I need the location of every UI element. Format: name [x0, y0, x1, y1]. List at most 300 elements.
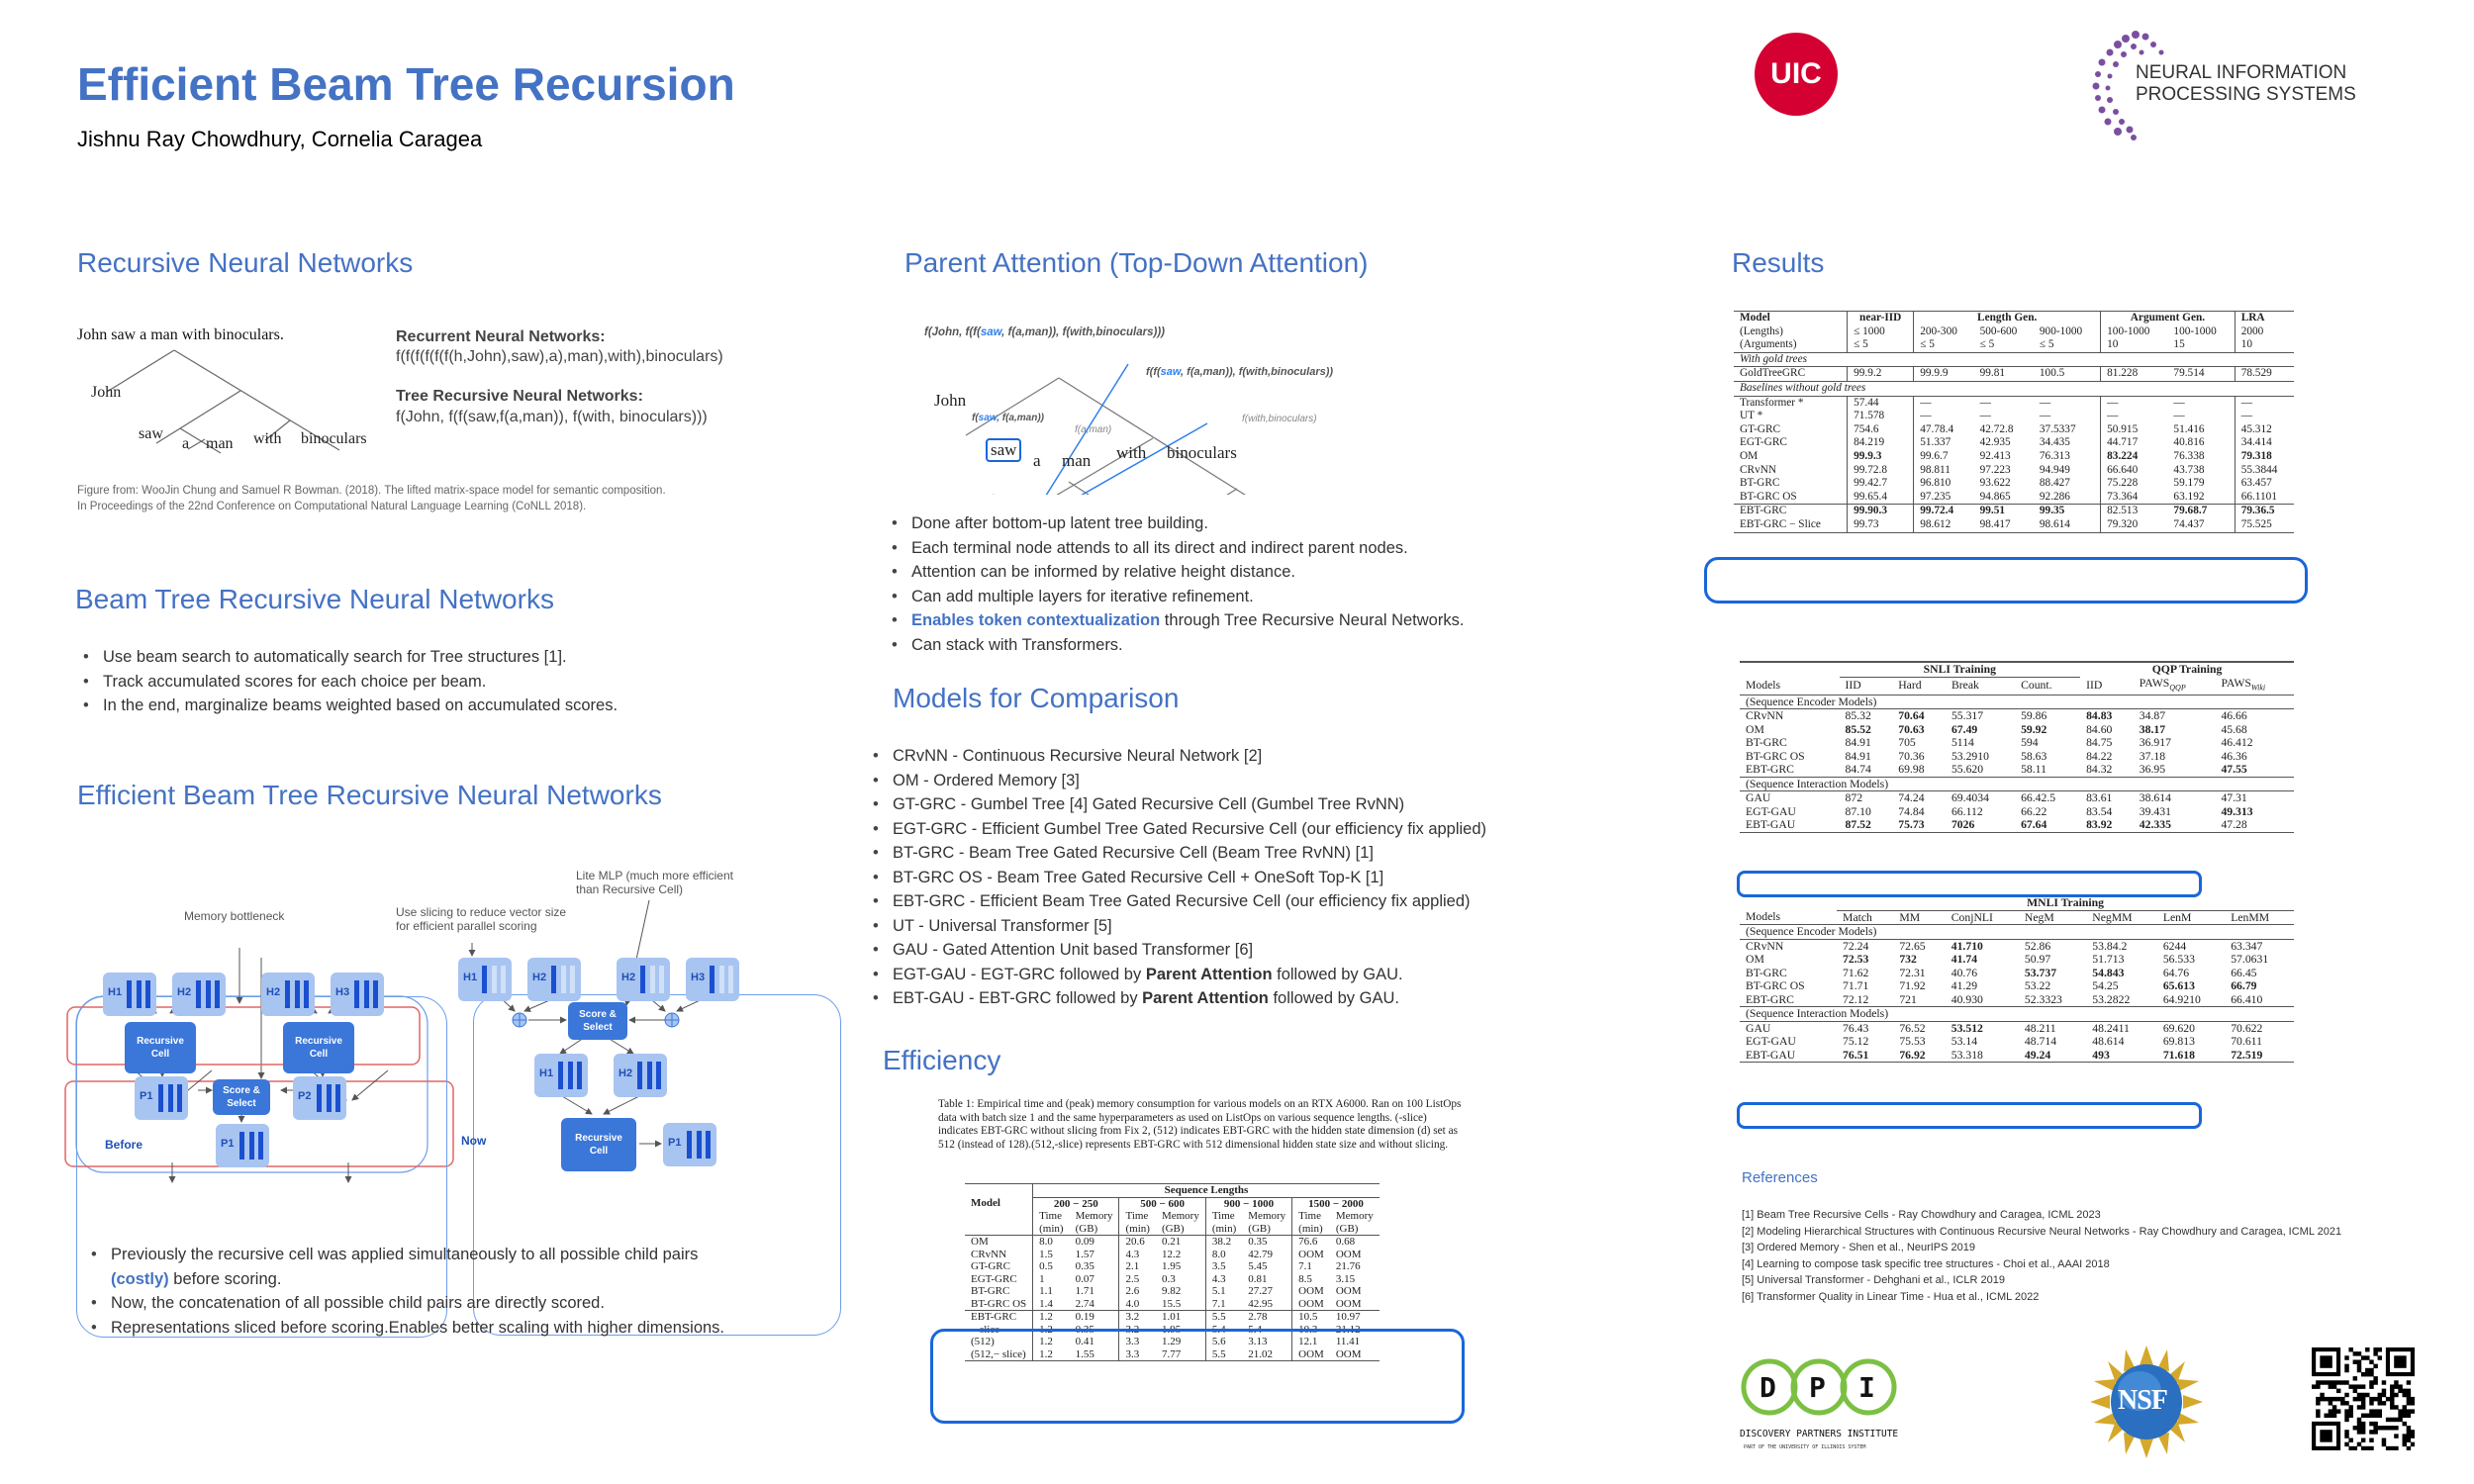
- table-cell: 92.413: [1979, 449, 2011, 462]
- pa-word-binoculars: binoculars: [1167, 443, 1237, 462]
- h1-sliced-node: H1: [458, 958, 512, 1001]
- table-cell: 76.338: [2167, 450, 2235, 464]
- table-cell: 76.43: [1843, 1021, 1869, 1035]
- table-cell: 594: [2021, 736, 2039, 750]
- table-cell: 41.29: [1951, 979, 1978, 992]
- table-cell: 21.12: [1335, 1323, 1361, 1336]
- h3-node: H3: [331, 973, 384, 1016]
- table-cell: 10.3: [1298, 1323, 1318, 1336]
- model-item: • CRvNN - Continuous Recursive Neural Network [2]: [867, 744, 1486, 769]
- table-cell: 69.98: [1898, 763, 1925, 777]
- table-cell: 53.2910: [1951, 749, 1989, 763]
- table-cell: 9.82: [1156, 1285, 1205, 1298]
- table-cell: 72.65: [1899, 939, 1926, 953]
- table-cell: 3.13: [1242, 1336, 1291, 1348]
- table-row: [965, 1249, 1380, 1261]
- table-cell: 97.223: [1979, 463, 2011, 476]
- table-row: [1740, 993, 2294, 1007]
- table-cell: EGT-GAU: [1746, 804, 1796, 818]
- table-cell: —: [1920, 396, 1932, 409]
- table-row: [965, 1273, 1380, 1286]
- table-cell: —: [1979, 396, 1991, 409]
- table-cell: 98.417: [1979, 517, 2011, 530]
- table-row: [965, 1298, 1380, 1311]
- table-cell: 98.612: [1920, 517, 1951, 530]
- table-cell: 54.25: [2092, 979, 2119, 992]
- table-cell: [2215, 677, 2294, 695]
- h2-node: H2: [614, 1054, 667, 1097]
- low-formula: f(saw, f(a,man)): [972, 413, 1044, 423]
- table-cell: 76.6: [1298, 1236, 1318, 1248]
- table-cell: 99.9.9: [1920, 367, 1949, 380]
- listops-highlight-box: [1704, 557, 2308, 603]
- table-row: [965, 1285, 1380, 1298]
- table-cell: Hard: [1898, 679, 1922, 693]
- table-cell: 34.87: [2139, 709, 2166, 723]
- bullet: • Previously the recursive cell was applied simultaneously to all possible child pairs (costly) before scoring.: [85, 1243, 724, 1291]
- table-cell: 66.42.5: [2021, 791, 2056, 805]
- table-cell: 52.3323: [2024, 992, 2062, 1006]
- table-cell: 47.55: [2221, 763, 2247, 777]
- table-cell: BT-GRC: [1746, 736, 1787, 750]
- table-cell: 53.737: [2024, 966, 2057, 979]
- table-cell: 84.74: [1845, 763, 1871, 777]
- h2-sliced-node: H2: [617, 958, 670, 1001]
- table-cell: 69.813: [2162, 1035, 2195, 1048]
- model-item: • EBT-GRC - Efficient Beam Tree Gated Recursive Cell (our efficiency fix applied): [867, 889, 1486, 914]
- table-cell: 5.45: [1242, 1260, 1291, 1273]
- table-cell: 3.2: [1125, 1311, 1140, 1323]
- efficiency-caption: Table 1: Empirical time and (peak) memory consumption for various models on an RTX A6000. Ran on 100 ListOps data with batch size 1 and the same hyperparameters as used on ListOps on various sequence lengths. (-slice) indicates EBT-GRC without slicing from Fix 2, (512) indicates EBT-GRC with the hidden state dimension (d) set as 512 (instead of 128).(512,-slice) represents EBT-GRC with 512 dimensional hidden state size and without slicing.: [938, 1098, 1462, 1151]
- authors: Jishnu Ray Chowdhury, Cornelia Caragea: [77, 127, 483, 151]
- table-cell: 1.95: [1156, 1324, 1205, 1337]
- column-label: PAWS: [2221, 677, 2251, 690]
- model-item: • EGT-GAU - EGT-GRC followed by Parent Attention followed by GAU.: [867, 963, 1486, 987]
- reference-item: [3] Ordered Memory - Shen et al., NeurIPS 2019: [1742, 1242, 1976, 1253]
- recursive-cell-block: Recursive Cell: [283, 1022, 354, 1073]
- bullet: • In the end, marginalize beams weighted based on accumulated scores.: [77, 694, 618, 718]
- table-cell: 64.9210: [2162, 992, 2201, 1006]
- models-list: [867, 744, 1486, 1011]
- bullet: • Can stack with Transformers.: [886, 633, 1464, 658]
- table-cell: Model: [1734, 312, 1848, 325]
- table-cell: 83.224: [2107, 449, 2139, 462]
- table-cell: 55.3844: [2240, 463, 2278, 476]
- table-cell: 1.2: [1039, 1336, 1053, 1347]
- table-cell: 92.286: [2034, 491, 2101, 505]
- table-cell: 72.519: [2231, 1048, 2263, 1062]
- table-cell: 67.49: [1951, 722, 1978, 736]
- table-cell: MNLI Training: [1837, 896, 2294, 910]
- table-cell: 94.949: [2034, 464, 2101, 478]
- table-row: [1740, 1021, 2294, 1035]
- table-cell: 75.73: [1898, 818, 1925, 832]
- table-cell: GT-GRC: [965, 1260, 1033, 1273]
- table-cell: 100.5: [2034, 367, 2101, 382]
- table-cell: near-IID: [1848, 312, 1914, 325]
- table-cell: 59.179: [2167, 477, 2235, 491]
- table-cell: 79.514: [2167, 367, 2235, 382]
- table-cell: 1.55: [1070, 1348, 1119, 1361]
- table-cell: 754.6: [1848, 423, 1914, 437]
- section-heading-parent-attention: Parent Attention (Top-Down Attention): [904, 247, 1369, 278]
- table-cell: 12.2: [1156, 1249, 1205, 1261]
- h2-node: H2: [172, 973, 226, 1016]
- table-cell: 52.86: [2024, 939, 2051, 953]
- table-cell: 0.35: [1070, 1260, 1119, 1273]
- table-cell: QQP Training: [2151, 663, 2223, 677]
- recurrent-label: Recurrent Neural Networks:: [396, 328, 606, 345]
- table-cell: 11.41: [1335, 1336, 1361, 1347]
- tree-word-john: John: [91, 384, 122, 401]
- table-cell: 71.578: [1848, 410, 1914, 423]
- table-header-row: Sequence Lengths: [965, 1184, 1380, 1198]
- table-cell: 34.435: [2034, 436, 2101, 450]
- table-cell: 59.86: [2021, 709, 2047, 723]
- table-header-row: [1734, 325, 2294, 339]
- table-cell: 0.09: [1070, 1236, 1119, 1249]
- table-row: [965, 1236, 1380, 1249]
- table-cell: OOM: [1335, 1248, 1362, 1260]
- listops-table: [1734, 311, 2294, 533]
- table-cell: 69.4034: [1951, 791, 1989, 805]
- table-cell: 3.3: [1125, 1336, 1140, 1347]
- table-cell: 54.843: [2092, 966, 2125, 979]
- model-item: • BT-GRC - Beam Tree Gated Recursive Cell (Beam Tree RvNN) [1]: [867, 841, 1486, 866]
- table-cell: ≤ 5: [1920, 338, 1935, 351]
- table-cell: 0.35: [1242, 1236, 1291, 1249]
- table-cell: 99.9.3: [1848, 450, 1914, 464]
- table-row: [1740, 1035, 2294, 1049]
- table-cell: 38.614: [2139, 791, 2171, 805]
- table-section-row: [1740, 1007, 2294, 1022]
- table-header-row: [1740, 677, 2294, 695]
- table-cell: 10.5: [1298, 1311, 1318, 1323]
- table-cell: 100-1000: [2107, 325, 2150, 337]
- table-cell: 46.412: [2221, 736, 2253, 750]
- table-cell: 48.614: [2092, 1035, 2125, 1048]
- model-item: • GAU - Gated Attention Unit based Transformer [6]: [867, 938, 1486, 963]
- table-cell: 71.92: [1899, 979, 1926, 992]
- table-cell: 66.640: [2107, 463, 2139, 476]
- table-cell: 1.4: [1039, 1297, 1053, 1310]
- table-row: [1740, 709, 2294, 723]
- subscript: Wiki: [2250, 683, 2266, 693]
- table-cell: 65.613: [2162, 979, 2195, 992]
- table-cell: 56.533: [2162, 953, 2195, 966]
- table-cell: 55.317: [1951, 709, 1984, 723]
- bullet: • Attention can be informed by relative height distance.: [886, 560, 1464, 585]
- table-cell: 49.24: [2024, 1048, 2051, 1062]
- table-cell: —: [2107, 410, 2119, 422]
- table-cell: Count.: [2021, 679, 2052, 693]
- top-formula: f(John, f(f(saw, f(a,man)), f(with,binoculars))): [924, 326, 1165, 338]
- table-cell: BT-GRC OS: [1746, 749, 1805, 763]
- table-cell: LenM: [2162, 910, 2192, 924]
- table-cell: 872: [1845, 791, 1863, 805]
- table-cell: EGT-GRC: [1734, 436, 1848, 450]
- h2-sliced-node: H2: [527, 958, 581, 1001]
- table-cell: 75.228: [2107, 477, 2139, 490]
- table-cell: 0.35: [1070, 1324, 1119, 1337]
- dpi-logo: D P I DISCOVERY PARTNERS INSTITUTE PART OF THE UNIVERSITY OF ILLINOIS SYSTEM: [1740, 1357, 1918, 1456]
- tree-rvnn-formula: f(John, f(f(saw,f(a,man)), f(with, binoculars))): [396, 409, 708, 425]
- table-cell: 70.611: [2231, 1035, 2262, 1048]
- table-cell: 47.31: [2221, 791, 2247, 805]
- table-cell: 27.27: [1242, 1285, 1291, 1298]
- bullet: • Now, the concatenation of all possible child pairs are directly scored.: [85, 1291, 724, 1316]
- table-cell: 79.320: [2107, 517, 2139, 530]
- table-cell: EBT-GAU: [1746, 1048, 1796, 1062]
- table-cell: 1.71: [1070, 1285, 1119, 1298]
- table-cell: 48.211: [2024, 1021, 2056, 1035]
- table-cell: CRvNN: [1746, 709, 1784, 723]
- table-cell: 93.622: [1979, 477, 2011, 490]
- tree-word-man: man: [206, 435, 234, 452]
- table-cell: 10: [2107, 338, 2119, 351]
- table-row: [1740, 979, 2294, 993]
- f-with-label: f(with,binoculars): [1242, 414, 1317, 424]
- table-cell: 42.79: [1242, 1249, 1291, 1261]
- table-cell: 53.14: [1951, 1035, 1978, 1048]
- table-row: [1740, 805, 2294, 819]
- neurips-logo: NEURAL INFORMATION PROCESSING SYSTEMS: [2078, 25, 2405, 143]
- table-cell: 57.44: [1848, 396, 1914, 410]
- table-cell: 69.620: [2162, 1021, 2195, 1035]
- table-cell: 87.52: [1845, 818, 1871, 832]
- table-cell: 66.112: [1951, 804, 1983, 818]
- model-item: • EBT-GAU - EBT-GRC followed by Parent Attention followed by GAU.: [867, 986, 1486, 1011]
- table-cell: 64.76: [2162, 966, 2190, 979]
- table-cell: 43.738: [2167, 464, 2235, 478]
- table-cell: OOM: [1335, 1347, 1362, 1360]
- table-row: [1740, 723, 2294, 737]
- table-row: [1740, 736, 2294, 750]
- p1-node: P1: [135, 1076, 188, 1120]
- table-cell: 21.76: [1335, 1260, 1361, 1272]
- table-cell: 70.36: [1898, 749, 1925, 763]
- table-row: [1734, 518, 2294, 532]
- model-item: • GT-GRC - Gumbel Tree [4] Gated Recursive Cell (Gumbel Tree RvNN): [867, 792, 1486, 817]
- pa-word-with: with: [1116, 443, 1147, 462]
- table-cell: OM: [1746, 953, 1764, 966]
- table-cell: 79.68.7: [2167, 505, 2235, 518]
- table-cell: 42.935: [1979, 436, 2011, 449]
- table-cell: GT-GRC: [1734, 423, 1848, 437]
- table-cell: 1.29: [1156, 1336, 1205, 1348]
- memory-bottleneck-note: Memory bottleneck: [184, 909, 285, 923]
- table-cell: 6244: [2162, 939, 2187, 953]
- table-header-row: [1734, 312, 2294, 325]
- tree-word-saw: saw: [139, 425, 163, 442]
- table-cell: 51.416: [2167, 423, 2235, 437]
- pa-word-man: man: [1062, 451, 1092, 470]
- table-cell: 3.2: [1125, 1323, 1140, 1336]
- table-cell: 83.61: [2086, 791, 2113, 805]
- table-cell: 1.2: [1039, 1311, 1053, 1323]
- table-cell: 66.1101: [2240, 490, 2277, 503]
- table-cell: 5.6: [1211, 1336, 1226, 1347]
- table-cell: 47.78.4: [1920, 422, 1954, 435]
- table-row: [1734, 505, 2294, 518]
- table-cell: 2.1: [1125, 1260, 1140, 1272]
- table-cell: 3.15: [1335, 1272, 1356, 1285]
- table-cell: 63.347: [2231, 939, 2263, 953]
- parent-attention-bullets: [886, 511, 1464, 657]
- score-select-block: Score & Select: [213, 1079, 270, 1115]
- recursive-cell-block: Recursive Cell: [125, 1022, 196, 1073]
- table-cell: GAU: [1746, 791, 1771, 805]
- table-cell: 99.65.4: [1848, 491, 1914, 505]
- table-cell: 99.35: [2034, 505, 2101, 518]
- table-cell: 66.79: [2231, 979, 2257, 992]
- table-cell: ≤ 1000: [1848, 325, 1914, 339]
- table-cell: 2000: [2240, 325, 2264, 337]
- table-cell: BT-GRC: [965, 1285, 1033, 1298]
- model-item: • BT-GRC OS - Beam Tree Gated Recursive Cell + OneSoft Top-K [1]: [867, 866, 1486, 890]
- table-cell: 45.312: [2240, 422, 2272, 435]
- table-row: [1734, 410, 2294, 423]
- table-cell: 85.52: [1845, 722, 1871, 736]
- table-cell: 99.81: [1979, 367, 2006, 380]
- table-cell: 71.71: [1843, 979, 1869, 992]
- table-cell: 8.5: [1298, 1272, 1312, 1285]
- table-cell: 1.95: [1156, 1260, 1205, 1273]
- table-cell: 53.2822: [2092, 992, 2131, 1006]
- table-cell: 72.53: [1843, 953, 1869, 966]
- table-cell: 42.95: [1242, 1298, 1291, 1311]
- table-section-row: [1740, 695, 2294, 709]
- table-cell: 4.3: [1211, 1272, 1226, 1285]
- table-cell: 10.97: [1335, 1311, 1361, 1323]
- table-cell: —: [2240, 410, 2252, 422]
- table-header-row: Time Memory Time Memory Time Memory Time Memory: [965, 1210, 1380, 1223]
- table-cell: Break: [1951, 679, 1979, 693]
- bullet: • Track accumulated scores for each choice per beam.: [77, 670, 618, 695]
- p1-output-node: P1: [216, 1124, 269, 1167]
- table-cell: Argument Gen.: [2101, 312, 2236, 325]
- table-cell: 71.62: [1843, 966, 1869, 979]
- table-cell: − slice: [965, 1324, 1033, 1337]
- table-cell: Baselines without gold trees: [1740, 381, 1866, 394]
- h2-node: H2: [261, 973, 315, 1016]
- parent-attention-figure: [891, 297, 1534, 495]
- table-cell: 34.414: [2240, 436, 2272, 449]
- uic-logo: UIC: [1755, 33, 1838, 116]
- table-cell: 63.457: [2240, 477, 2272, 490]
- reference-item: [5] Universal Transformer - Dehghani et al., ICLR 2019: [1742, 1274, 2005, 1286]
- table-cell: Models: [1746, 679, 1781, 693]
- table-cell: 74.437: [2167, 518, 2235, 532]
- table-cell: 1.1: [1039, 1285, 1053, 1297]
- table-cell: 5.4: [1211, 1323, 1226, 1336]
- figure-caption: Figure from: WooJin Chung and Samuel R Bowman. (2018). The lifted matrix-space model for semantic composition. In Proceedings of the 22nd Conference on Computational Natural Language Learning (CoNLL 2018).: [77, 485, 666, 512]
- table-cell: UT *: [1734, 410, 1848, 423]
- table-cell: CRvNN: [1746, 939, 1784, 953]
- bullet: • Representations sliced before scoring.Enables better scaling with higher dimensions.: [85, 1316, 724, 1341]
- table-cell: 73.364: [2107, 490, 2139, 503]
- table-cell: IID: [2086, 679, 2103, 693]
- table-cell: 5.5: [1211, 1311, 1226, 1323]
- bullet: • Use beam search to automatically search for Tree structures [1].: [77, 645, 618, 670]
- table-cell: 5.4: [1242, 1324, 1291, 1337]
- table-cell: ≤ 5: [1848, 338, 1914, 352]
- table-cell: 3.3: [1125, 1347, 1140, 1360]
- references-list: [1742, 1207, 2341, 1305]
- table-cell: 41.74: [1951, 953, 1978, 966]
- table-cell: 5114: [1951, 736, 1974, 750]
- table-cell: NegMM: [2092, 910, 2133, 924]
- table-cell: 99.42.7: [1848, 477, 1914, 491]
- table-cell: 0.68: [1335, 1236, 1356, 1248]
- table-row: [965, 1311, 1380, 1324]
- section-heading-references: References: [1742, 1169, 1818, 1186]
- table-cell: 2.78: [1242, 1311, 1291, 1324]
- table-cell: 55.620: [1951, 763, 1984, 777]
- table-cell: 58.63: [2021, 749, 2047, 763]
- table-cell: 70.622: [2231, 1021, 2263, 1035]
- table-cell: 70.64: [1898, 709, 1925, 723]
- section-heading-rvnn: Recursive Neural Networks: [77, 247, 414, 278]
- table-header-row: [1740, 910, 2294, 925]
- table-cell: 8.0: [1039, 1236, 1053, 1248]
- table-cell: 7.77: [1156, 1348, 1205, 1361]
- table-cell: 72.31: [1899, 966, 1926, 979]
- snli-qqp-table: [1740, 661, 2294, 833]
- table-cell: Match: [1843, 910, 1872, 924]
- table-cell: GoldTreeGRC: [1734, 367, 1848, 382]
- table-cell: 72.12: [1843, 992, 1869, 1006]
- table-cell: 40.816: [2167, 436, 2235, 450]
- bullet: • Done after bottom-up latent tree building.: [886, 511, 1464, 536]
- table-header-row: [1740, 896, 2294, 910]
- table-cell: 40.930: [1951, 992, 1983, 1006]
- table-cell: 99.72.8: [1848, 464, 1914, 478]
- section-heading-efficiency: Efficiency: [883, 1045, 1001, 1075]
- table-cell: 48.2411: [2092, 1021, 2130, 1035]
- table-cell: 1.57: [1070, 1249, 1119, 1261]
- table-cell: 36.95: [2139, 763, 2166, 777]
- table-cell: 39.431: [2139, 804, 2171, 818]
- table-cell: 46.36: [2221, 749, 2247, 763]
- table-cell: 74.24: [1898, 791, 1925, 805]
- table-cell: 76.92: [1899, 1048, 1926, 1062]
- table-cell: 75.53: [1899, 1035, 1926, 1048]
- table-cell: CRvNN: [1734, 464, 1848, 478]
- table-cell: 85.32: [1845, 709, 1871, 723]
- table-cell: EGT-GAU: [1746, 1035, 1796, 1048]
- table-cell: 4.3: [1125, 1248, 1140, 1260]
- table-cell: 84.22: [2086, 749, 2113, 763]
- p1-output-node: P1: [663, 1123, 716, 1166]
- section-heading-models: Models for Comparison: [893, 683, 1180, 713]
- table-cell: 83.92: [2086, 818, 2113, 832]
- table-cell: 51.337: [1920, 436, 1951, 449]
- table-cell: 84.91: [1845, 749, 1871, 763]
- table-cell: EBT-GRC − Slice: [1734, 518, 1848, 532]
- table-cell: Models: [1746, 910, 1781, 924]
- table-cell: OOM: [1298, 1347, 1324, 1360]
- table-cell: 0.19: [1070, 1311, 1119, 1324]
- table-header-row: [1740, 662, 2294, 677]
- table-cell: MM: [1899, 910, 1921, 924]
- table-cell: 7026: [1951, 818, 1975, 832]
- table-row: [1740, 1049, 2294, 1063]
- now-label: Now: [461, 1134, 487, 1148]
- section-heading-btrvnn: Beam Tree Recursive Neural Networks: [75, 584, 554, 614]
- table-cell: 1.01: [1156, 1311, 1205, 1324]
- subscript: QQP: [2169, 683, 2186, 693]
